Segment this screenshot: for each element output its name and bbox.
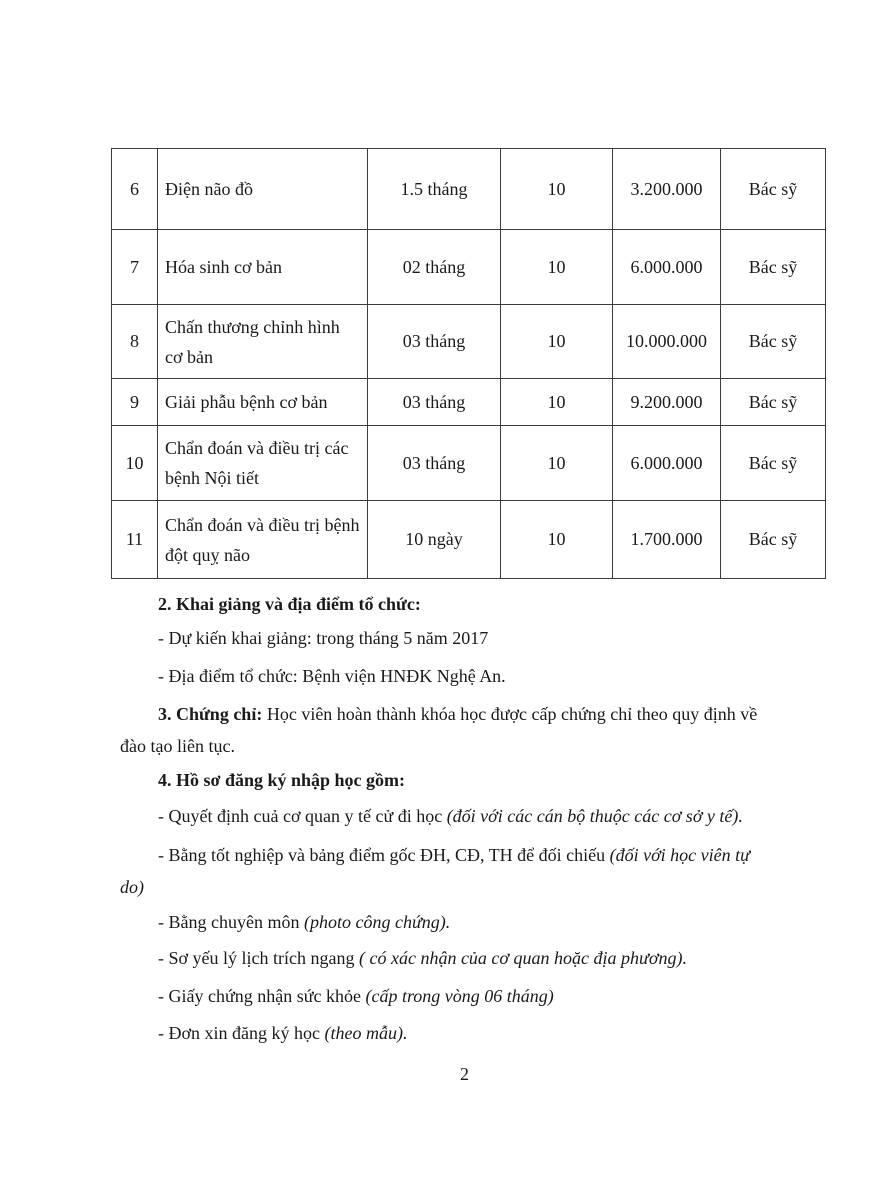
course-fee: 6.000.000 [613, 230, 721, 305]
course-target: Bác sỹ [721, 379, 826, 426]
list-item-note: ( có xác nhận của cơ quan hoặc địa phương). [358, 948, 687, 968]
course-duration: 03 tháng [368, 379, 501, 426]
course-fee: 3.200.000 [613, 149, 721, 230]
course-name: Chẩn đoán và điều trị các bệnh Nội tiết [158, 426, 368, 501]
course-quantity: 10 [501, 501, 613, 579]
venue: - Địa điểm tổ chức: Bệnh viện HNĐK Nghệ An. [158, 666, 506, 686]
list-item: - Giấy chứng nhận sức khỏe (cấp trong vòng 06 tháng) [158, 986, 554, 1006]
section-2-heading: 2. Khai giảng và địa điểm tổ chức: [158, 594, 421, 614]
course-duration: 10 ngày [368, 501, 501, 579]
course-fee: 10.000.000 [613, 305, 721, 379]
course-quantity: 10 [501, 149, 613, 230]
course-target: Bác sỹ [721, 149, 826, 230]
course-name: Giải phẫu bệnh cơ bản [158, 379, 368, 426]
list-item: - Bằng chuyên môn (photo công chứng). [158, 912, 451, 932]
opening-date: - Dự kiến khai giảng: trong tháng 5 năm 2017 [158, 628, 489, 648]
certificate-text: Học viên hoàn thành khóa học được cấp chứng chỉ theo quy định về [262, 704, 758, 724]
course-target: Bác sỹ [721, 501, 826, 579]
row-number: 11 [112, 501, 158, 579]
course-target: Bác sỹ [721, 230, 826, 305]
course-duration: 03 tháng [368, 305, 501, 379]
list-item-note: (theo mẫu). [324, 1023, 408, 1043]
table-row [112, 149, 826, 230]
list-item-note: (đối với các cán bộ thuộc các cơ sở y tế). [446, 806, 743, 826]
certificate-paragraph [158, 702, 757, 726]
course-quantity: 10 [501, 230, 613, 305]
list-item-note: (đối với học viên tự [609, 845, 750, 865]
course-quantity: 10 [501, 305, 613, 379]
course-duration: 02 tháng [368, 230, 501, 305]
list-item: - Đơn xin đăng ký học (theo mẫu). [158, 1023, 408, 1043]
section-3-heading: 3. Chứng chỉ: [158, 704, 263, 724]
list-item: - Bằng tốt nghiệp và bảng điểm gốc ĐH, CĐ, TH để đối chiếu (đối với học viên tự [158, 845, 750, 865]
list-item-note: (cấp trong vòng 06 tháng) [365, 986, 554, 1006]
course-name: Chấn thương chỉnh hình cơ bản [158, 305, 368, 379]
list-item: - Quyết định cuả cơ quan y tế cử đi học (đối với các cán bộ thuộc các cơ sở y tế). [158, 806, 743, 826]
course-fee: 1.700.000 [613, 501, 721, 579]
table-row [112, 305, 826, 379]
course-name: Điện não đồ [158, 149, 368, 230]
list-item-note: (photo công chứng). [303, 912, 451, 932]
course-quantity: 10 [501, 426, 613, 501]
course-duration: 03 tháng [368, 426, 501, 501]
course-quantity: 10 [501, 379, 613, 426]
course-target: Bác sỹ [721, 426, 826, 501]
list-item: - Sơ yếu lý lịch trích ngang ( có xác nhận của cơ quan hoặc địa phương). [158, 948, 687, 968]
table-row [112, 426, 826, 501]
row-number: 7 [112, 230, 158, 305]
list-item-note-cont: do) [120, 877, 144, 897]
section-4-heading: 4. Hồ sơ đăng ký nhập học gồm: [158, 770, 406, 790]
course-target: Bác sỹ [721, 305, 826, 379]
course-fee: 6.000.000 [613, 426, 721, 501]
course-name: Hóa sinh cơ bản [158, 230, 368, 305]
table-row [112, 501, 826, 579]
course-name: Chẩn đoán và điều trị bệnh đột quỵ não [158, 501, 368, 579]
course-duration: 1.5 tháng [368, 149, 501, 230]
row-number: 9 [112, 379, 158, 426]
table-row [112, 230, 826, 305]
certificate-text-cont: đào tạo liên tục. [120, 736, 235, 756]
row-number: 6 [112, 149, 158, 230]
row-number: 8 [112, 305, 158, 379]
row-number: 10 [112, 426, 158, 501]
table-row [112, 379, 826, 426]
course-table [111, 148, 826, 579]
course-fee: 9.200.000 [613, 379, 721, 426]
page-number: 2 [460, 1064, 469, 1084]
